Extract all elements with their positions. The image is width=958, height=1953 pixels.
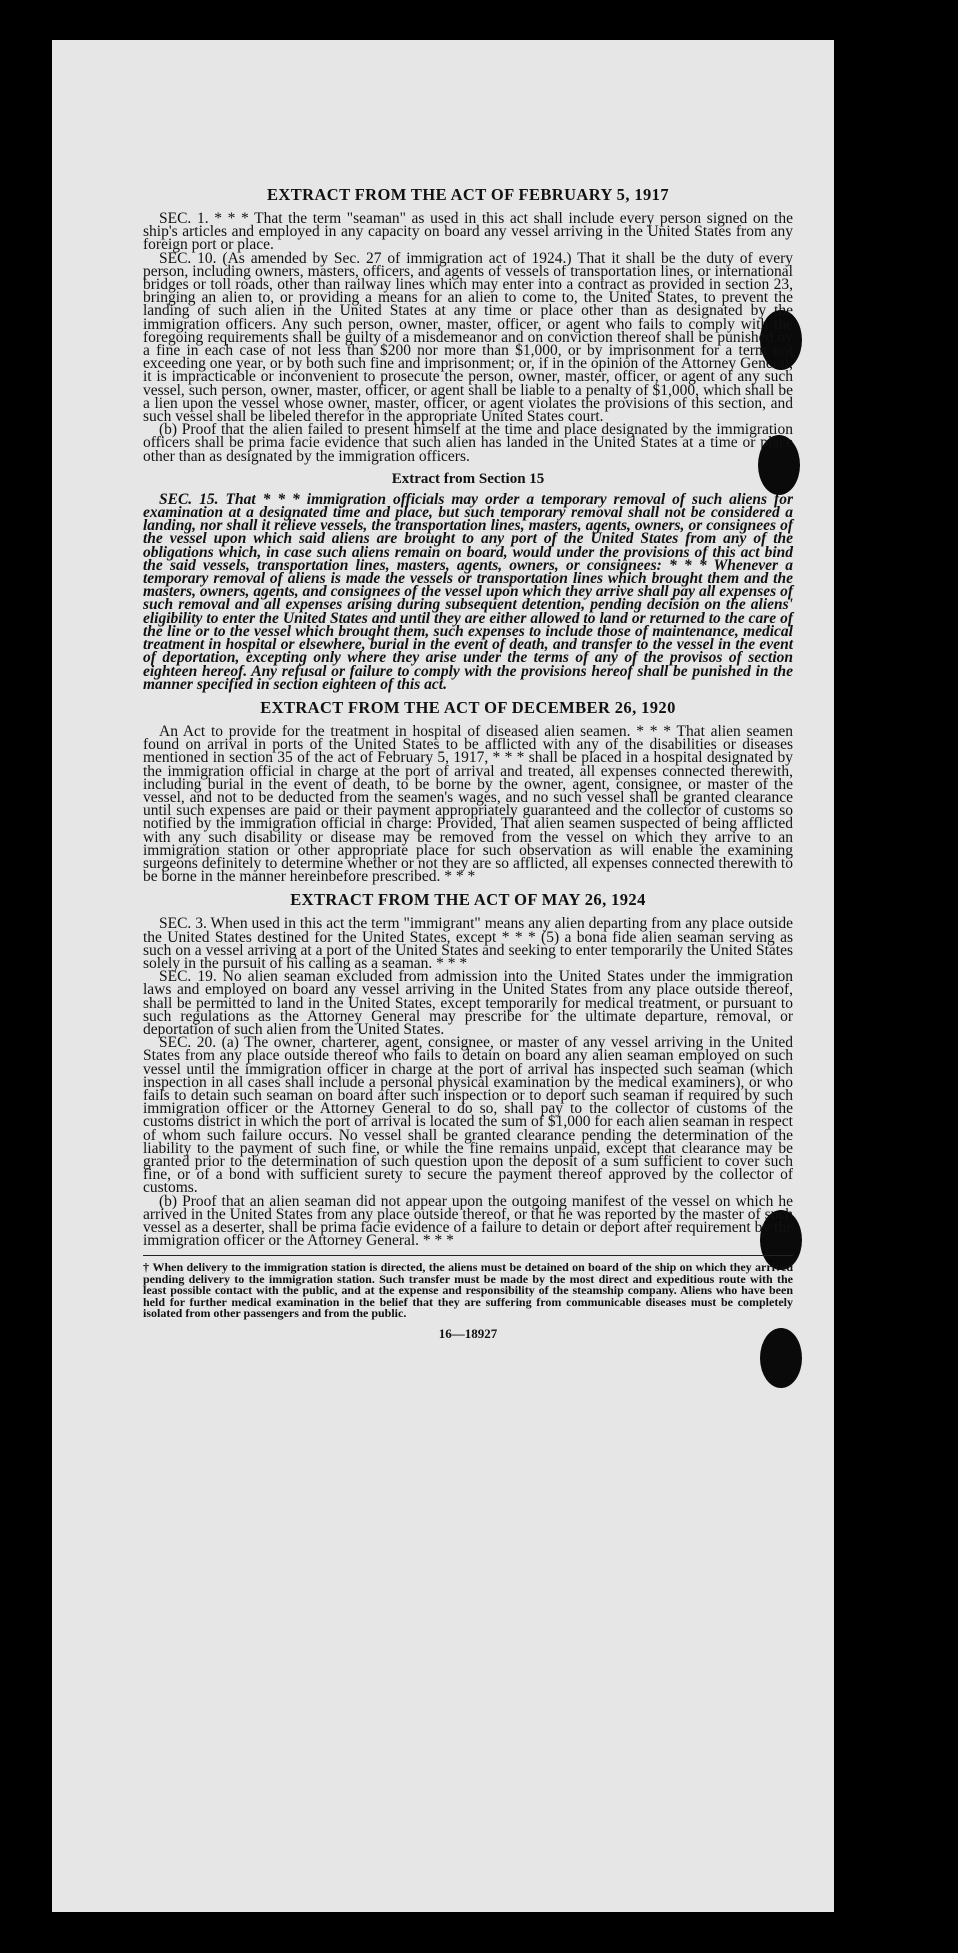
paragraph-sec3: SEC. 3. When used in this act the term "immigrant" means any alien departing from any place outside the United States destined for the United States, except * * * (5) a bona fide alien seaman serving as such on a vessel arriving at a port of the United States and seeking to enter temporarily the United States solely in the pursuit of his calling as a seaman. * * * — [143, 915, 793, 972]
heading-may-1924: EXTRACT FROM THE ACT OF MAY 26, 1924 — [290, 890, 646, 910]
footnote: † When delivery to the immigration station is directed, the aliens must be detained on board of the ship on which they arrived pending delivery to the immigration station. Such transfer must be made by the most direct and expeditious route with the least possible contact with the public, and at the expense and responsibility of the steamship company. Aliens who have been held for further medical examination in the belief that they are suffering from communicable diseases must be completely isolated from other passengers and from the public. — [143, 1260, 793, 1321]
paragraph-sec10: SEC. 10. (As amended by Sec. 27 of immigration act of 1924.) That it shall be the duty of every person, including owners, masters, officers, and agents of vessels of transportation lines, or international bridges or toll roads, other than railway lines which may enter into a contract as provided in section 23, bringing an alien to, or providing a means for an alien to come to, the United States, to prevent the landing of such alien in the United States at any time or place other than as designated by the immigration officers. Any such person, owner, master, officer, or agent who fails to comply with the foregoing requirements shall be guilty of a misdemeanor and on conviction thereof shall be punished by a fine in each case of not less than $200 nor more than $1,000, or by imprisonment for a term not exceeding one year, or by both such fine and imprisonment; or, if in the opinion of the Attorney General, it is impracticable or inconvenient to prosecute the person, owner, master, officer, or agent of any such vessel, such person, owner, master, officer, or agent shall be liable to a penalty of $1,000, which shall be a lien upon the vessel whose owner, master, officer, or agent violates the provisions of this section, and such vessel shall be libeled therefor in the appropriate United States court. — [143, 249, 793, 426]
page-number: 16—18927 — [438, 1325, 498, 1341]
heading-dec-1920: EXTRACT FROM THE ACT OF DECEMBER 26, 1920 — [260, 697, 676, 717]
paragraph-sec20b: (b) Proof that an alien seaman did not appear upon the outgoing manifest of the vessel on which he arrived in the United States from any place outside thereof, or that he was reported by the master of such vessel as a deserter, shall be prima facie evidence of a failure to detain or deport after requirement by the immigration officer or the Attorney General. * * * — [143, 1192, 793, 1250]
heading-feb-1917: EXTRACT FROM THE ACT OF FEBRUARY 5, 1917 — [267, 185, 669, 204]
document-page — [52, 40, 834, 1912]
paragraph-sec1: SEC. 1. * * * That the term "seaman" as used in this act shall include every person signed on the ship's articles and employed in any capacity on board any vessel arriving in the United States from any foreign port or place. — [143, 210, 793, 254]
paragraph-sec20a: SEC. 20. (a) The owner, charterer, agent, consignee, or master of any vessel arriving in the United States from any place outside thereof who fails to detain on board any alien seaman employed on such vessel until the immigration officer in charge at the port of arrival has inspected such seaman (which inspection in all cases shall include a personal physical examination by the medical examiners), or who fails to detain such seaman on board after such inspection or to deport such seaman if required by such immigration officer or the Attorney General to do so, shall pay to the collector of customs of the customs district in which the port of arrival is located the sum of $1,000 for each alien seaman in respect of whom such failure occurs. No vessel shall be granted clearance pending the determination of the liability to the payment of such fine, or while the fine remains unpaid, except that clearance may be granted prior to the determination of such question upon the deposit of a sum sufficient to cover such fine, or of a bond with sufficient surety to secure the payment thereof approved by the collector of customs. — [143, 1034, 793, 1197]
paragraph-sec19: SEC. 19. No alien seaman excluded from admission into the United States under the immigration laws and employed on board any vessel arriving in the United States from any place outside thereof, shall be permitted to land in the United States, except temporarily for medical treatment, or pursuant to such regulations as the Attorney General may prescribe for the ultimate departure, removal, or deportation of such alien from the United States. — [143, 968, 793, 1038]
footnote-divider — [143, 1255, 793, 1256]
heading-section-15: Extract from Section 15 — [391, 470, 545, 487]
paragraph-sec10b: (b) Proof that the alien failed to present himself at the time and place designated by the immigration officers shall be prima facie evidence that such alien has landed in the United States at a time or place other than as designated by the immigration officers. — [143, 421, 793, 465]
document-body — [143, 184, 793, 1342]
paragraph-dec-1920: An Act to provide for the treatment in hospital of diseased alien seamen. * * * That alien seamen found on arrival in ports of the United States to be afflicted with any of the disabilities or diseases mentioned in section 35 of the act of February 5, 1917, * * * shall be placed in a hospital designated by the immigration official in charge at the port of arrival and treated, all expenses connected therewith, including burial in the event of death, to be borne by the owner, agent, consignee, or master of the vessel, and not to be deducted from the seamen's wages, and no such vessel shall be granted clearance until such expenses are paid or their payment appropriately guaranteed and the collector of customs so notified by the immigration official in charge: Provided, That alien seamen suspected of being afflicted with any such disability or disease may be removed from the vessel on which they arrive to an immigration station or other appropriate place for such observation as will enable the examining surgeons definitely to determine whether or not they are so afflicted, all expenses connected therewith to be borne in the manner hereinbefore prescribed. * * * — [143, 722, 793, 886]
paragraph-sec15: SEC. 15. That * * * immigration officials may order a temporary removal of such aliens for examination at a designated time and place, but such temporary removal shall not be considered a landing, nor shall it relieve vessels, the transportation lines, masters, agents, owners, or consignees of the vessel upon which said aliens are brought to any port of the United States from any of the obligations which, in case such aliens remain on board, would under the provisions of this act bind the said vessels, transportation lines, masters, agents, owners, or consignees: * * * Whenever a temporary removal of aliens is made the vessels or transportation lines which brought them and the masters, owners, agents, and consignees of the vessel upon which they arrive shall pay all expenses of such removal and all expenses arising during subsequent detention, pending decision on the aliens' eligibility to enter the United States and until they are either allowed to land or returned to the care of the line or to the vessel which brought them, such expenses to include those of maintenance, medical treatment in hospital or elsewhere, burial in the event of death, and transfer to the vessel in the event of deportation, excepting only where they arise under the terms of any of the provisos of section eighteen hereof. Any refusal or failure to comply with the provisions hereof shall be punished in the manner specified in section eighteen of this act. — [143, 490, 793, 693]
